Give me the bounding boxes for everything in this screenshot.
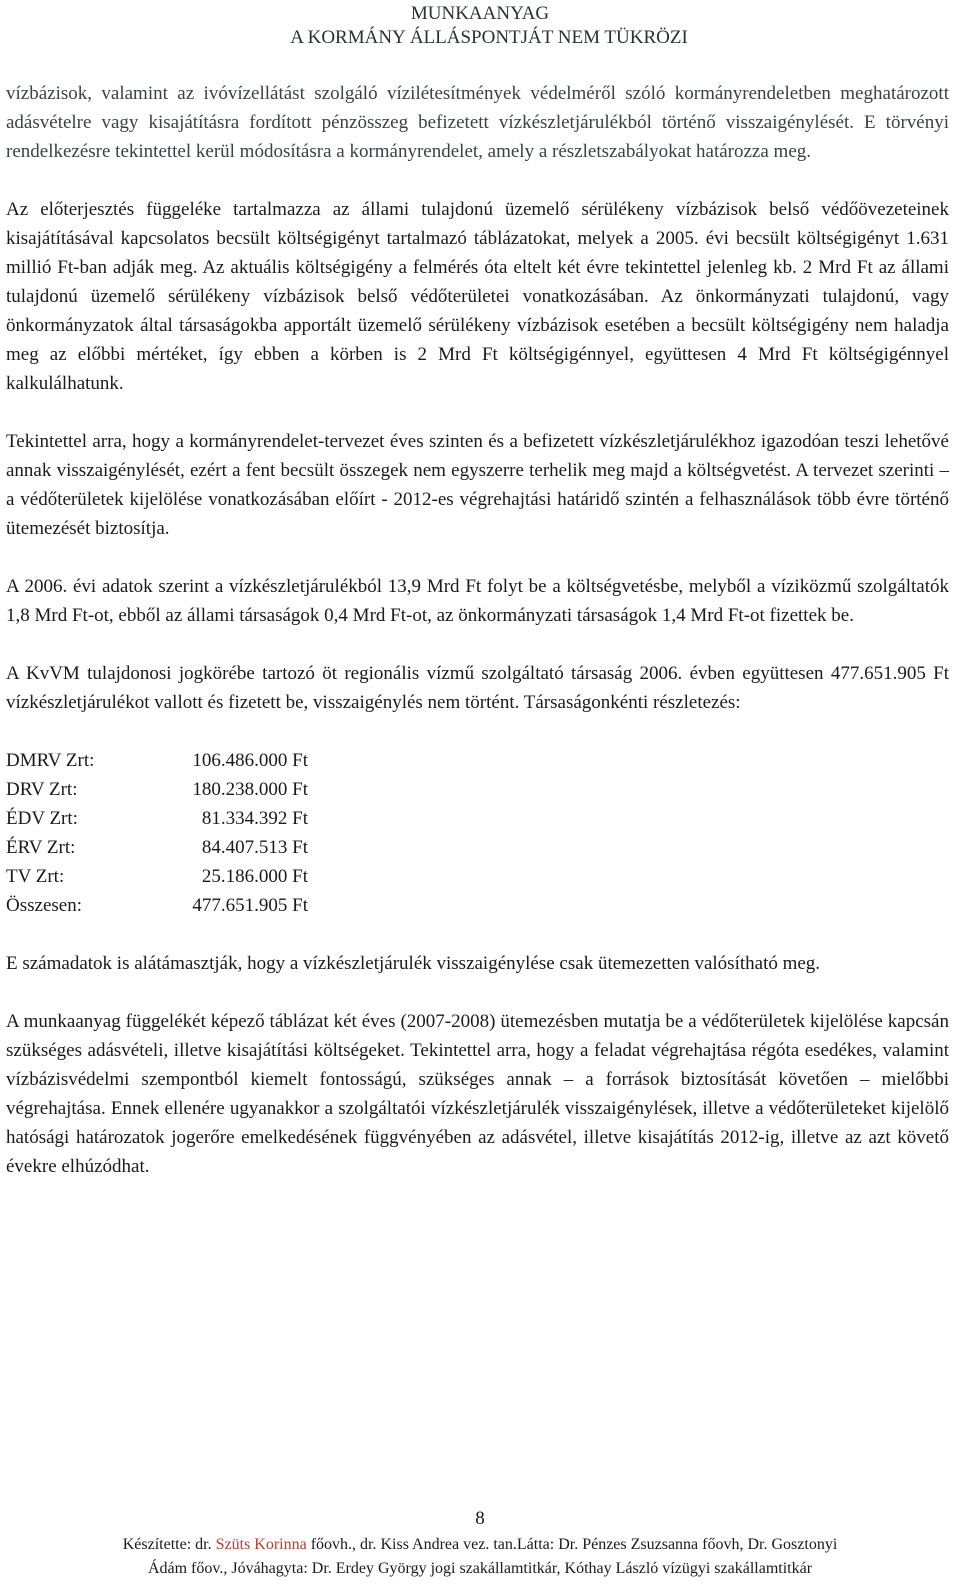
page-number: 8 <box>475 1508 485 1529</box>
amount-row <box>6 862 949 891</box>
document-body <box>6 79 949 1181</box>
amount-label: ÉDV Zrt: <box>6 808 78 829</box>
paragraph-1: vízbázisok, valamint az ivóvízellátást szolgáló vízilétesítmények védelméről szóló kormányrendeletben meghatározott adásvételre vagy kisajátításra fordított pénzösszeg befizetett vízkészletjárulékból történő visszaigénylését. E törvényi rendelkezésre tekintettel kerül módosításra a kormányrendelet, amely a részletszabályokat határozza meg. <box>6 83 949 162</box>
amount-total-row <box>6 891 949 920</box>
amount-value: 25.186.000 Ft <box>201 866 308 887</box>
footer-line-2: Ádám főov., Jóváhagyta: Dr. Erdey György jogi szakállamtitkár, Kóthay László vízügyi szakállamtitkár <box>147 1560 813 1577</box>
amount-label: TV Zrt: <box>6 866 65 887</box>
amount-row <box>6 775 949 804</box>
amount-label: DMRV Zrt: <box>6 750 95 771</box>
document-footer <box>0 1533 960 1581</box>
amount-value: 81.334.392 Ft <box>201 808 308 829</box>
footer-line-1-rest: főovh., dr. Kiss Andrea vez. tan.Látta: Dr. Pénzes Zsuzsanna főovh, Dr. Gosztonyi <box>310 1536 838 1553</box>
header-subtitle: A KORMÁNY ÁLLÁSPONTJÁT NEM TÜKRÖZI <box>290 27 688 48</box>
footer-prefix: Készítette: dr. <box>122 1536 212 1553</box>
paragraph-5: A KvVM tulajdonosi jogkörébe tartozó öt regionális vízmű szolgáltató társaság 2006. évben együttesen 477.651.905 Ft vízkészletjárulékot vallott és fizetett be, visszaigénylés nem történt. Társaságonkénti részletezés: <box>6 663 949 713</box>
document-header <box>0 2 960 50</box>
amount-label: DRV Zrt: <box>6 779 78 800</box>
amount-value: 84.407.513 Ft <box>201 837 308 858</box>
footer-line-1 <box>0 1533 960 1557</box>
paragraph-3: Tekintettel arra, hogy a kormányrendelet-tervezet éves szinten és a befizetett vízkészletjárulékhoz igazodóan teszi lehetővé annak visszaigénylését, ezért a fent becsült összegek nem egyszerre terhelik meg majd a költségvetést. A tervezet szerinti – a védőterületek kijelölése vonatkozásában előírt - 2012-es végrehajtási határidő szintén a felhasználások több évre történő ütemezését biztosítja. <box>6 431 949 539</box>
paragraph-4: A 2006. évi adatok szerint a vízkészletjárulékból 13,9 Mrd Ft folyt be a költségvetésbe, melyből a víziközmű szolgáltatók 1,8 Mrd Ft-ot, ebből az állami társaságok 0,4 Mrd Ft-ot, az önkormányzati társaságok 1,4 Mrd Ft-ot fizettek be. <box>6 576 949 626</box>
footer-author: Szüts Korinna <box>215 1536 307 1553</box>
paragraph-2: Az előterjesztés függeléke tartalmazza az állami tulajdonú üzemelő sérülékeny vízbázisok belső védőövezeteinek kisajátításával kapcsolatos becsült költségigényt tartalmazó táblázatokat, melyek a 2005. évi becsült költségigényt 1.631 millió Ft-ban adják meg. Az aktuális költségigény a felmérés óta eltelt két évre tekintettel jelenleg kb. 2 Mrd Ft az állami tulajdonú üzemelő sérülékeny vízbázisok belső védőterületei vonatkozásában. Az önkormányzati tulajdonú, vagy önkormányzatok által társaságokba apportált üzemelő sérülékeny vízbázisok esetében a becsült költségigény nem haladja meg az előbbi mértéket, így ebben a körben is 2 Mrd Ft költségigénnyel, együttesen 4 Mrd Ft költségigénnyel kalkulálhatunk. <box>6 199 949 394</box>
amount-value: 106.486.000 Ft <box>192 750 308 771</box>
paragraph-6: E számadatok is alátámasztják, hogy a vízkészletjárulék visszaigénylése csak ütemezetten valósítható meg. <box>6 953 821 974</box>
amount-total-label: Összesen: <box>6 895 82 916</box>
amount-row <box>6 804 949 833</box>
amount-total-value: 477.651.905 Ft <box>192 895 308 916</box>
paragraph-7: A munkaanyag függelékét képező táblázat két éves (2007-2008) ütemezésben mutatja be a védőterületek kijelölése kapcsán szükséges adásvételi, illetve kisajátítási költségeket. Tekintettel arra, hogy a feladat végrehajtása régóta esedékes, valamint vízbázisvédelmi szempontból kiemelt fontosságú, szükséges annak – a források biztosítását követően – mielőbbi végrehajtása. Ennek ellenére ugyanakkor a szolgáltatói vízkészletjárulék visszaigénylések, illetve a védőterületeket kijelölő hatósági határozatok jogerőre emelkedésének függvényében az adásvétel, illetve kisajátítás 2012-ig, illetve az azt követő évekre elhúzódhat. <box>6 1011 949 1177</box>
amount-row <box>6 746 949 775</box>
amount-row <box>6 833 949 862</box>
amount-label: ÉRV Zrt: <box>6 837 76 858</box>
amount-value: 180.238.000 Ft <box>192 779 308 800</box>
header-title: MUNKAANYAG <box>410 3 550 24</box>
amounts-table <box>6 746 949 920</box>
